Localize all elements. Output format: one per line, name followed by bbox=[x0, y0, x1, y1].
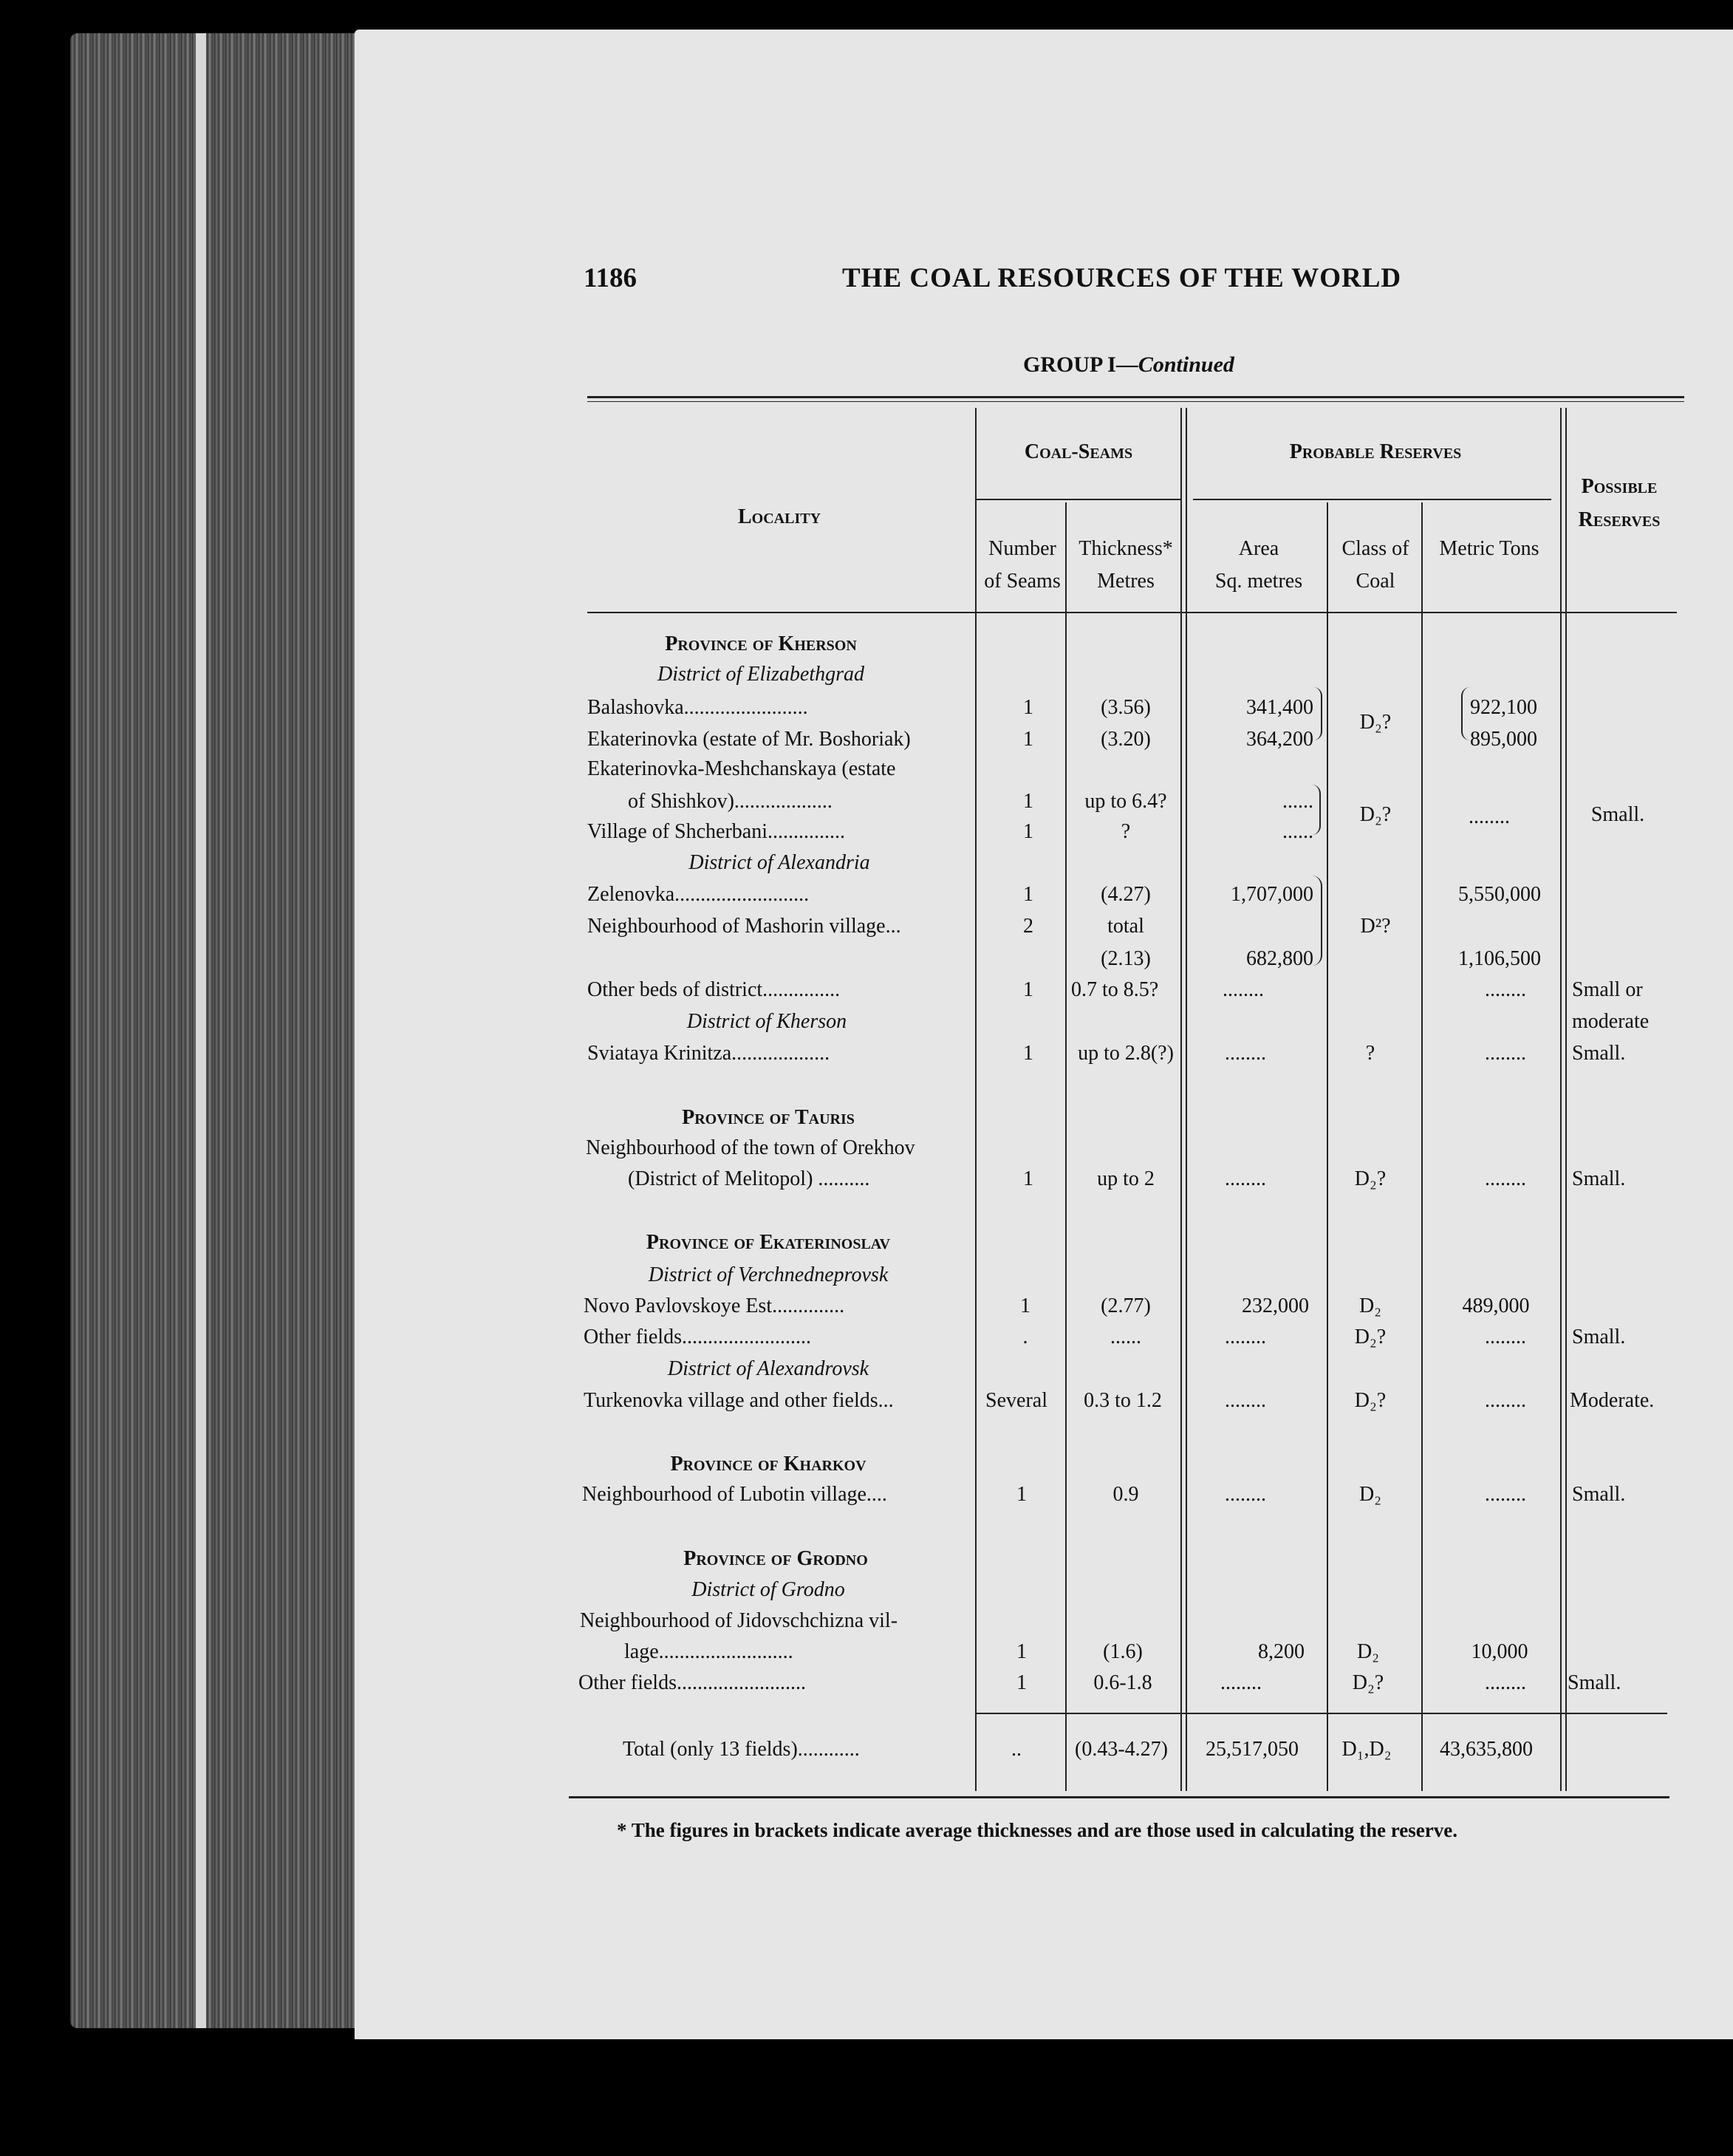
seams-cell: Several bbox=[985, 1389, 1047, 1412]
col-rule-3 bbox=[1180, 408, 1182, 1791]
class-cell: D₂? bbox=[1354, 1389, 1387, 1412]
locality-cell: Zelenovka.......................... bbox=[587, 883, 810, 906]
area-cell: ........ bbox=[1220, 1671, 1262, 1694]
table-top-rule bbox=[587, 396, 1684, 398]
possible-cell: Small. bbox=[1572, 1326, 1626, 1348]
district-heading: District of Grodno bbox=[691, 1578, 845, 1601]
thickness-cell: (2.13) bbox=[1101, 947, 1151, 970]
area-cell: 682,800 bbox=[1246, 947, 1313, 970]
area-cell: ...... bbox=[1282, 790, 1313, 813]
seams-cell: 1 bbox=[1023, 1042, 1033, 1065]
tons-cell: 489,000 bbox=[1462, 1294, 1530, 1317]
col-rule-1 bbox=[975, 408, 977, 1791]
tons-cell: ........ bbox=[1485, 1042, 1526, 1065]
col-rule-5 bbox=[1421, 502, 1423, 1791]
possible-cell: Small. bbox=[1590, 803, 1645, 826]
tons-cell: ........ bbox=[1485, 1671, 1526, 1694]
locality-cell: Neighbourhood of the town of Orekhov bbox=[586, 1136, 915, 1159]
possible-cell: Small. bbox=[1572, 1042, 1626, 1065]
area-cell: ........ bbox=[1225, 1326, 1266, 1348]
thickness-cell: ...... bbox=[1110, 1326, 1141, 1348]
tons-cell: 1,106,500 bbox=[1458, 947, 1541, 970]
coal-seams-underline bbox=[977, 499, 1182, 500]
area-cell: 364,200 bbox=[1246, 728, 1313, 751]
page-edge-band bbox=[196, 33, 206, 2028]
locality-cell: lage.......................... bbox=[624, 1640, 793, 1663]
seams-cell: 1 bbox=[1023, 820, 1033, 843]
seams-cell: 1 bbox=[1023, 696, 1033, 719]
district-heading: District of Alexandrovsk bbox=[667, 1357, 869, 1380]
header-area-2: Sq. metres bbox=[1214, 570, 1303, 593]
locality-cell: Ekaterinovka-Meshchanskaya (estate bbox=[587, 757, 896, 780]
header-possible-reserves-1: Possible bbox=[1581, 475, 1658, 498]
col-rule-6 bbox=[1560, 408, 1562, 1791]
possible-cell: Small or bbox=[1572, 978, 1643, 1001]
province-heading: Province of Kherson bbox=[665, 632, 857, 655]
seams-cell: 1 bbox=[1023, 1167, 1033, 1190]
tons-cell: 10,000 bbox=[1471, 1640, 1528, 1663]
class-cell: D²? bbox=[1360, 915, 1391, 938]
thickness-cell: 0.7 to 8.5? bbox=[1071, 978, 1159, 1001]
area-cell: ........ bbox=[1225, 1042, 1266, 1065]
class-cell: D₂ bbox=[1359, 1483, 1381, 1506]
class-cell: D₂? bbox=[1354, 1326, 1387, 1348]
locality-cell: Turkenovka village and other fields... bbox=[584, 1389, 894, 1412]
locality-cell: Other beds of district............... bbox=[587, 978, 841, 1001]
class-cell: D₂? bbox=[1359, 803, 1392, 826]
thickness-cell: up to 2 bbox=[1097, 1167, 1155, 1190]
possible-cell: moderate bbox=[1572, 1010, 1650, 1033]
group-title-main: GROUP I— bbox=[1023, 352, 1138, 377]
brace-right-3 bbox=[1312, 876, 1322, 966]
thickness-cell: (1.6) bbox=[1103, 1640, 1143, 1663]
seams-cell: 1 bbox=[1023, 728, 1033, 751]
thickness-cell: (4.27) bbox=[1101, 883, 1151, 906]
header-coal-seams: Coal-Seams bbox=[1024, 440, 1133, 463]
class-cell: D₂? bbox=[1359, 711, 1392, 734]
tons-cell: 922,100 bbox=[1470, 696, 1537, 719]
tons-cell: ........ bbox=[1469, 805, 1510, 828]
locality-cell: Sviataya Krinitza................... bbox=[587, 1042, 830, 1065]
total-thickness: (0.43-4.27) bbox=[1075, 1738, 1168, 1761]
area-cell: 232,000 bbox=[1242, 1294, 1309, 1317]
area-cell: ........ bbox=[1225, 1389, 1266, 1412]
table-bottom-rule bbox=[569, 1796, 1669, 1798]
class-cell: D₂? bbox=[1354, 1167, 1387, 1190]
col-rule-3b bbox=[1186, 408, 1187, 1791]
possible-cell: Small. bbox=[1572, 1483, 1626, 1506]
locality-cell: Neighbourhood of Jidovschchizna vil- bbox=[580, 1609, 898, 1632]
total-tons: 43,635,800 bbox=[1440, 1738, 1533, 1761]
total-top-rule bbox=[977, 1713, 1667, 1714]
page-number: 1186 bbox=[584, 263, 637, 293]
header-class-2: Coal bbox=[1356, 570, 1395, 593]
district-heading: District of Elizabethgrad bbox=[657, 663, 864, 686]
thickness-cell: total bbox=[1107, 915, 1144, 938]
area-cell: 1,707,000 bbox=[1231, 883, 1313, 906]
thickness-cell: ? bbox=[1121, 820, 1131, 843]
locality-cell: Novo Pavlovskoye Est.............. bbox=[584, 1294, 845, 1317]
header-thickness-1: Thickness* bbox=[1079, 537, 1173, 560]
header-bottom-rule bbox=[587, 612, 1677, 613]
locality-cell: Neighbourhood of Lubotin village.... bbox=[582, 1483, 887, 1506]
locality-cell: Ekaterinovka (estate of Mr. Boshoriak) bbox=[587, 728, 911, 751]
province-heading: Province of Ekaterinoslav bbox=[646, 1231, 891, 1254]
tons-cell: 895,000 bbox=[1470, 728, 1537, 751]
total-area: 25,517,050 bbox=[1206, 1738, 1299, 1761]
possible-cell: Moderate. bbox=[1570, 1389, 1655, 1412]
running-title: THE COAL RESOURCES OF THE WORLD bbox=[842, 263, 1402, 293]
possible-cell: Small. bbox=[1568, 1671, 1621, 1694]
possible-cell: Small. bbox=[1572, 1167, 1626, 1190]
header-possible-reserves-2: Reserves bbox=[1578, 508, 1661, 531]
province-heading: Province of Grodno bbox=[683, 1547, 868, 1570]
locality-cell: Village of Shcherbani............... bbox=[587, 820, 846, 843]
header-number-2: of Seams bbox=[984, 570, 1061, 593]
thickness-cell: 0.6-1.8 bbox=[1093, 1671, 1152, 1694]
locality-cell: Other fields......................... bbox=[584, 1326, 811, 1348]
locality-cell: Other fields......................... bbox=[578, 1671, 806, 1694]
thickness-cell: (3.56) bbox=[1101, 696, 1151, 719]
header-metric-tons: Metric Tons bbox=[1439, 537, 1539, 560]
district-heading: District of Alexandria bbox=[688, 851, 870, 874]
class-cell: D₂ bbox=[1357, 1640, 1379, 1663]
group-title bbox=[1023, 352, 1234, 378]
brace-right-1 bbox=[1312, 687, 1322, 740]
locality-cell: (District of Melitopol) .......... bbox=[628, 1167, 870, 1190]
locality-cell: Neighbourhood of Mashorin village... bbox=[587, 915, 901, 938]
seams-cell: . bbox=[1022, 1326, 1028, 1348]
seams-cell: 1 bbox=[1016, 1671, 1027, 1694]
seams-cell: 1 bbox=[1016, 1640, 1027, 1663]
area-cell: 341,400 bbox=[1246, 696, 1313, 719]
group-title-continued: Continued bbox=[1138, 352, 1234, 377]
header-locality: Locality bbox=[737, 505, 821, 528]
col-rule-6b bbox=[1565, 408, 1567, 1791]
thickness-cell: 0.9 bbox=[1112, 1483, 1139, 1506]
tons-cell: ........ bbox=[1485, 1483, 1526, 1506]
col-rule-4 bbox=[1327, 502, 1328, 1791]
province-heading: Province of Kharkov bbox=[670, 1453, 866, 1476]
header-class-1: Class of bbox=[1341, 537, 1409, 560]
seams-cell: 1 bbox=[1023, 978, 1033, 1001]
tons-cell: ........ bbox=[1485, 978, 1526, 1001]
locality-cell: of Shishkov)................... bbox=[628, 790, 833, 813]
area-cell: ...... bbox=[1282, 820, 1313, 843]
seams-cell: 1 bbox=[1016, 1483, 1027, 1506]
tons-cell: ........ bbox=[1485, 1326, 1526, 1348]
thickness-cell: 0.3 to 1.2 bbox=[1084, 1389, 1162, 1412]
total-seams: .. bbox=[1011, 1738, 1022, 1761]
thickness-cell: (3.20) bbox=[1101, 728, 1151, 751]
total-class: D₁,D₂ bbox=[1341, 1738, 1392, 1761]
col-rule-2 bbox=[1065, 502, 1067, 1791]
area-cell: ........ bbox=[1225, 1483, 1266, 1506]
tons-cell: 5,550,000 bbox=[1458, 883, 1541, 906]
header-number-1: Number bbox=[988, 537, 1056, 560]
total-label: Total (only 13 fields)............ bbox=[623, 1738, 860, 1761]
probable-underline bbox=[1193, 499, 1551, 500]
thickness-cell: (2.77) bbox=[1101, 1294, 1151, 1317]
header-area-1: Area bbox=[1238, 537, 1279, 560]
tons-cell: ........ bbox=[1485, 1389, 1526, 1412]
class-cell: ? bbox=[1365, 1042, 1375, 1065]
tons-cell: ........ bbox=[1485, 1167, 1526, 1190]
class-cell: D₂? bbox=[1352, 1671, 1384, 1694]
seams-cell: 1 bbox=[1023, 883, 1033, 906]
seams-cell: 1 bbox=[1023, 790, 1033, 813]
seams-cell: 2 bbox=[1023, 915, 1033, 938]
thickness-cell: up to 2.8(?) bbox=[1078, 1042, 1174, 1065]
locality-cell: Balashovka........................ bbox=[587, 696, 808, 719]
area-cell: ........ bbox=[1223, 978, 1264, 1001]
header-probable-reserves: Probable Reserves bbox=[1289, 440, 1462, 463]
table-top-rule-thin bbox=[587, 401, 1684, 402]
footnote: * The figures in brackets indicate average thicknesses and are those used in calculating the reserve. bbox=[617, 1819, 1457, 1841]
area-cell: ........ bbox=[1225, 1167, 1266, 1190]
province-heading: Province of Tauris bbox=[682, 1106, 855, 1129]
area-cell: 8,200 bbox=[1258, 1640, 1305, 1663]
district-heading: District of Kherson bbox=[686, 1010, 847, 1033]
seams-cell: 1 bbox=[1020, 1294, 1030, 1317]
district-heading: District of Verchnedneprovsk bbox=[648, 1263, 889, 1286]
book-edge bbox=[70, 33, 355, 2028]
header-thickness-2: Metres bbox=[1097, 570, 1155, 593]
thickness-cell: up to 6.4? bbox=[1084, 790, 1167, 813]
class-cell: D₂ bbox=[1359, 1294, 1381, 1317]
